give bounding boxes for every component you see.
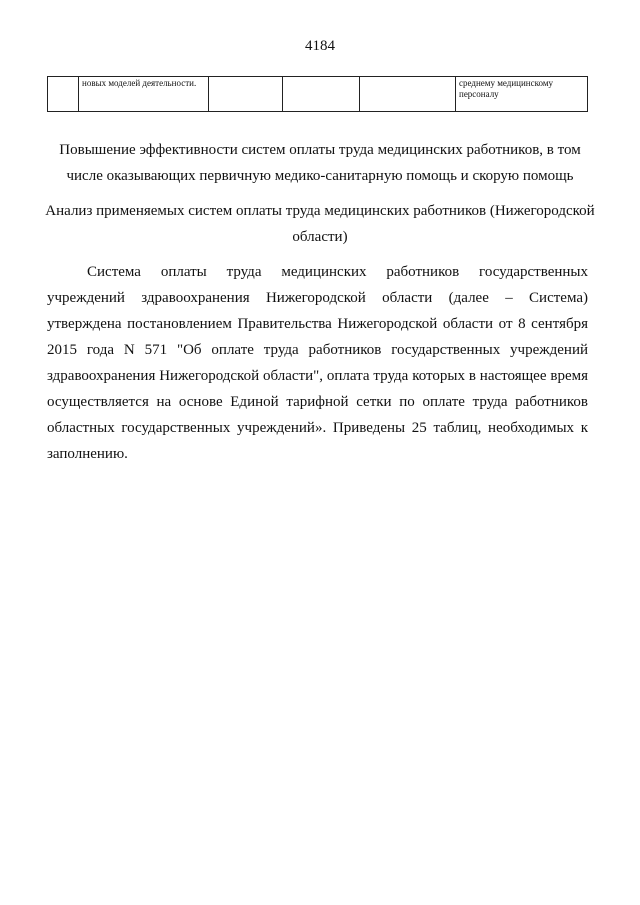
table-cell: среднему медицинскому персоналу: [456, 77, 588, 112]
table-cell: [283, 77, 360, 112]
page-number: 4184: [305, 38, 335, 54]
table-cell: [48, 77, 79, 112]
table-cell: [360, 77, 456, 112]
continuation-table: [47, 76, 588, 112]
section-title: Повышение эффективности систем оплаты труда медицинских работников, в том числе оказывающих первичную медико-санитарную помощь и скорую помощь: [59, 142, 581, 184]
subsection-title: Анализ применяемых систем оплаты труда медицинских работников (Нижегородской области): [45, 203, 595, 245]
table-cell: [209, 77, 283, 112]
body-paragraph: Система оплаты труда медицинских работников государственных учреждений здравоохранения Нижегородской области (далее – Система) утверждена постановлением Правительства Нижегородской области от 8 сентября 2015 года N 571 "Об оплате труда работников государственных учреждений здравоохранения Нижегородской области", оплата труда которых в настоящее время осуществляется на основе Единой тарифной сетки по оплате труда работников областных государственных учреждений». Приведены 25 таблиц, необходимых к заполнению.: [47, 264, 588, 462]
table-cell: новых моделей деятельности.: [79, 77, 209, 112]
table-row: [48, 77, 588, 112]
